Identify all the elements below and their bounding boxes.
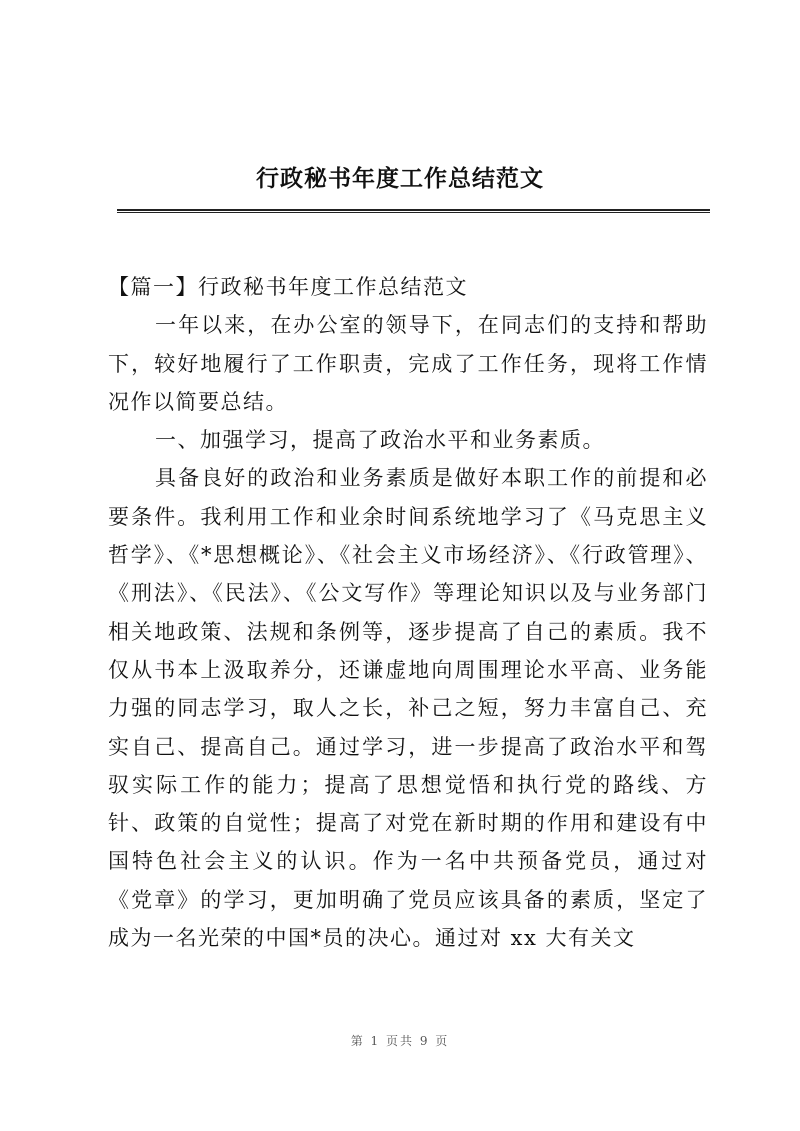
document-title: 行政秘书年度工作总结范文 [256, 165, 544, 192]
body-paragraph: 具备良好的政治和业务素质是做好本职工作的前提和必要条件。我利用工作和业余时间系统地学习了《马克思主义哲学》、《*思想概论》、《社会主义市场经济》、《行政管理》、《刑法》、《民法》、《公文写作》等理论知识以及与业务部门相关地政策、法规和条例等，逐步提高了自己的素质。我不仅从书本上汲取养分，还谦虚地向周围理论水平高、业务能力强的同志学习，取人之长，补己之短，努力丰富自己、充实自己、提高自己。通过学习，进一步提高了政治水平和驾驭实际工作的能力；提高了思想觉悟和执行党的路线、方针、政策的自觉性；提高了对党在新时期的作用和建设有中国特色社会主义的认识。作为一名中共预备党员，通过对《党章》的学习，更加明确了党员应该具备的素质，坚定了成为一名光荣的中国*员的决心。通过对 xx 大有关文 [108, 466, 708, 951]
page-number-footer: 第 1 页共 9 页 [350, 1034, 450, 1048]
subheading-paragraph: 一、加强学习，提高了政治水平和业务素质。 [155, 428, 605, 453]
section-heading: 【篇一】行政秘书年度工作总结范文 [108, 275, 468, 299]
document-body [108, 268, 708, 957]
intro-paragraph: 一年以来，在办公室的领导下，在同志们的支持和帮助下，较好地履行了工作职责，完成了工作任务，现将工作情况作以简要总结。 [108, 313, 708, 414]
title-divider [117, 209, 710, 213]
